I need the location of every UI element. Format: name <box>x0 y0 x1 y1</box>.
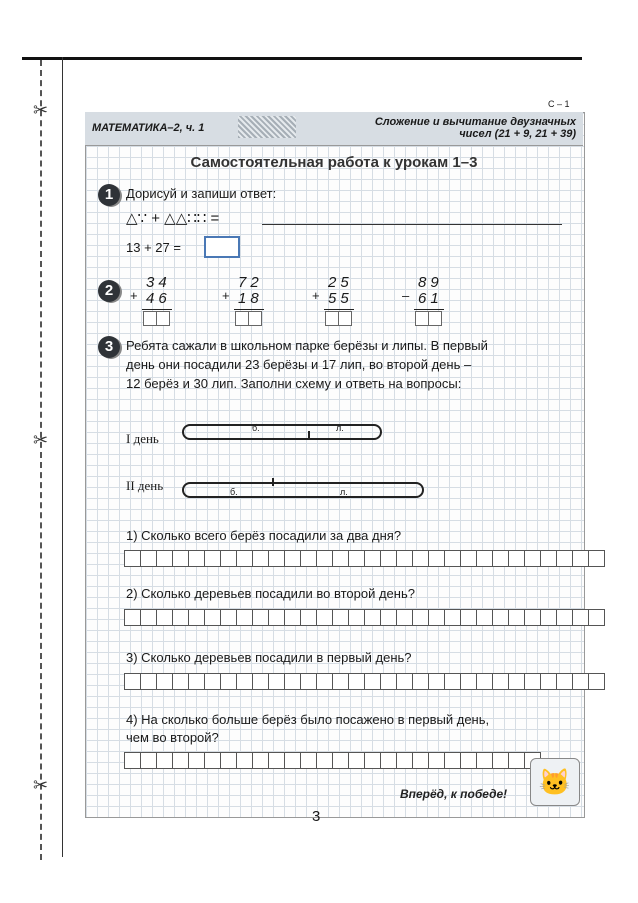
subject-label: МАТЕМАТИКА–2, ч. 1 <box>92 122 205 134</box>
task1-instruction: Дорисуй и запиши ответ: <box>126 186 277 201</box>
answer-cells-1[interactable] <box>124 550 604 567</box>
answer-line[interactable] <box>262 224 562 225</box>
answer-cells-2[interactable] <box>124 609 604 626</box>
scissors-icon: ✂ <box>33 100 49 120</box>
decorative-pattern <box>238 116 296 138</box>
day1-label: I день <box>126 431 159 446</box>
day2-label: II день <box>126 478 164 493</box>
question-2: 2) Сколько деревьев посадили во второй день? <box>126 586 415 601</box>
linden-label: л. <box>336 423 344 433</box>
linden-label: л. <box>340 487 348 497</box>
question-4-cont: чем во второй? <box>126 730 219 745</box>
page-number: 3 <box>312 808 321 825</box>
question-1: 1) Сколько всего берёз посадили за два дня? <box>126 528 402 543</box>
margin-line <box>62 57 63 857</box>
topic-label: Сложение и вычитание двузначных чисел (21 + 9, 21 + 39) <box>374 116 576 140</box>
cut-line <box>40 60 42 860</box>
day1-scheme-bar[interactable] <box>182 424 382 440</box>
day2-scheme-bar[interactable] <box>182 482 424 498</box>
question-4: 4) На сколько больше берёз было посажено в первый день, <box>126 712 490 727</box>
top-border <box>22 57 582 60</box>
task-number-1: 1 <box>98 184 120 206</box>
page-code: С – 1 <box>548 99 570 109</box>
question-3: 3) Сколько деревьев посадили в первый день? <box>126 650 412 665</box>
footer-motto: Вперёд, к победе! <box>400 787 508 801</box>
task3-text: Ребята сажали в школьном парке берёзы и липы. В первый день они посадили 23 берёзы и 17 лип, во второй день – 12 берёз и 30 лип. Заполни схему и ответь на вопросы: <box>126 338 488 391</box>
task-number-3: 3 <box>98 336 120 358</box>
shapes-expression: △∵ + △△∷∷ = <box>126 210 220 227</box>
task-number-2: 2 <box>98 280 120 302</box>
equation: 13 + 27 = <box>126 240 181 255</box>
answer-cells-4[interactable] <box>124 752 540 769</box>
birch-label: б. <box>252 423 260 433</box>
page-title: Самостоятельная работа к урокам 1–3 <box>190 154 478 171</box>
answer-box[interactable] <box>204 236 240 258</box>
cat-mascot-icon: 🐱 <box>530 758 580 806</box>
answer-cells-3[interactable] <box>124 673 604 690</box>
scissors-icon: ✂ <box>33 430 49 450</box>
birch-label: б. <box>230 487 238 497</box>
scissors-icon: ✂ <box>33 775 49 795</box>
